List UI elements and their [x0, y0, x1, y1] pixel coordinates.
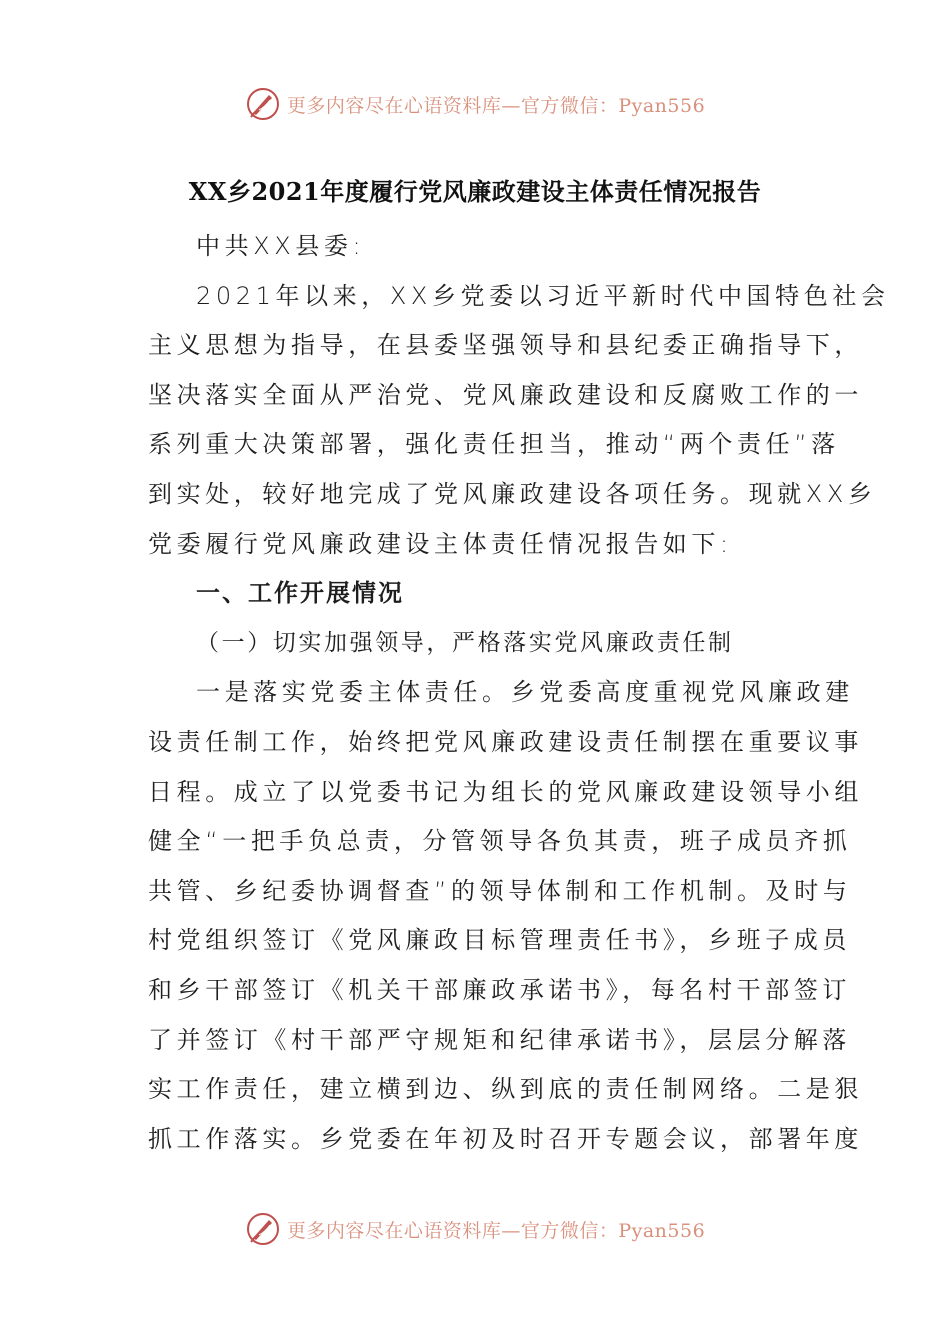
- paragraph-line: 抓工作落实。乡党委在年初及时召开专题会议，部署年度: [148, 1124, 863, 1153]
- footer-watermark: [0, 1207, 950, 1251]
- document-body: [148, 222, 890, 1164]
- watermark-text: 更多内容尽在心语资料库—官方微信：Pyan556: [286, 1219, 706, 1242]
- paragraph-line: 一是落实党委主体责任。乡党委高度重视党风廉政建: [196, 678, 854, 707]
- paragraph-line: 和乡干部签订《机关干部廉政承诺书》，每名村干部签订: [148, 975, 851, 1004]
- paragraph-line: 实工作责任，建立横到边、纵到底的责任制网络。二是狠: [148, 1075, 863, 1104]
- section-heading: 一、工作开展情况: [196, 579, 404, 608]
- header-watermark: [0, 82, 950, 126]
- paragraph-line: 健全“一把手负总责，分管领导各负其责，班子成员齐抓: [148, 827, 852, 856]
- paragraph-line: 坚决落实全面从严治党、党风廉政建设和反腐败工作的一: [148, 380, 863, 409]
- paragraph-line: 系列重大决策部署，强化责任担当，推动“两个责任”落: [148, 430, 840, 459]
- paragraph-line: 共管、乡纪委协调督查”的领导体制和工作机制。及时与: [148, 876, 852, 905]
- watermark-text: 更多内容尽在心语资料库—官方微信：Pyan556: [286, 94, 706, 117]
- paragraph-line: 党委履行党风廉政建设主体责任情况报告如下:: [148, 529, 733, 558]
- paragraph-line: 了并签订《村干部严守规矩和纪律承诺书》，层层分解落: [148, 1025, 851, 1054]
- salutation: 中共XX县委:: [196, 232, 366, 260]
- quill-pen-logo-icon: [245, 1211, 281, 1247]
- paragraph-line: 到实处，较好地完成了党风廉政建设各项任务。现就XX乡: [148, 479, 877, 508]
- paragraph-line: 主义思想为指导，在县委坚强领导和县纪委正确指导下，: [148, 331, 863, 360]
- document-title: XX乡2021年度履行党风廉政建设主体责任情况报告: [188, 177, 762, 206]
- paragraph-line: 村党组织签订《党风廉政目标管理责任书》，乡班子成员: [148, 926, 851, 955]
- paragraph-line: 2021年以来，XX乡党委以习近平新时代中国特色社会: [196, 281, 890, 310]
- subsection-heading: （一）切实加强领导，严格落实党风廉政责任制: [196, 629, 734, 656]
- quill-pen-logo-icon: [245, 86, 281, 122]
- paragraph-line: 日程。成立了以党委书记为组长的党风廉政建设领导小组: [148, 777, 863, 806]
- paragraph-line: 设责任制工作，始终把党风廉政建设责任制摆在重要议事: [148, 727, 863, 756]
